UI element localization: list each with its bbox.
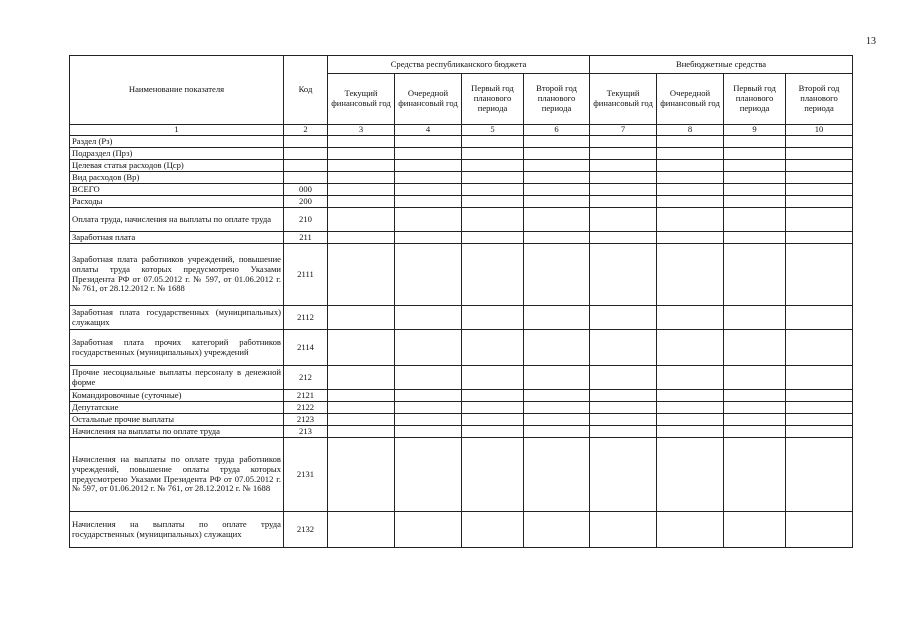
- value-cell: [328, 402, 395, 414]
- indicator-code: [284, 136, 328, 148]
- column-number: 6: [524, 125, 590, 136]
- value-cell: [786, 232, 853, 244]
- value-cell: [524, 390, 590, 402]
- value-cell: [524, 244, 590, 306]
- value-cell: [724, 136, 786, 148]
- indicator-code: 2122: [284, 402, 328, 414]
- indicator-name: Подраздел (Прз): [70, 148, 284, 160]
- value-cell: [524, 438, 590, 512]
- indicator-name: Начисления на выплаты по оплате труда: [70, 426, 284, 438]
- value-cell: [724, 366, 786, 390]
- value-cell: [657, 330, 724, 366]
- value-cell: [657, 160, 724, 172]
- value-cell: [590, 390, 657, 402]
- indicator-name: Прочие несоциальные выплаты персоналу в денежной форме: [70, 366, 284, 390]
- value-cell: [462, 160, 524, 172]
- value-cell: [786, 414, 853, 426]
- indicator-name: Начисления на выплаты по оплате труда работников учреждений, повышение оплаты труда которых предусмотрено Указами Президента РФ от 07.05.2012 г. № 597, от 01.06.2012 г. № 761, от 28.12.2012 г. № 1688: [70, 438, 284, 512]
- value-cell: [395, 512, 462, 548]
- value-cell: [524, 414, 590, 426]
- table-row: [70, 196, 853, 208]
- value-cell: [462, 196, 524, 208]
- header-extra-plan-year-2: Второй год планового периода: [786, 74, 853, 125]
- indicator-code: 2132: [284, 512, 328, 548]
- value-cell: [328, 330, 395, 366]
- column-number: 10: [786, 125, 853, 136]
- value-cell: [590, 426, 657, 438]
- value-cell: [395, 136, 462, 148]
- table-row: [70, 414, 853, 426]
- value-cell: [462, 426, 524, 438]
- indicator-name: Оплата труда, начисления на выплаты по оплате труда: [70, 208, 284, 232]
- value-cell: [524, 196, 590, 208]
- value-cell: [657, 402, 724, 414]
- value-cell: [395, 330, 462, 366]
- indicator-name: Целевая статья расходов (Цср): [70, 160, 284, 172]
- value-cell: [590, 366, 657, 390]
- value-cell: [524, 208, 590, 232]
- indicator-name: Командировочные (суточные): [70, 390, 284, 402]
- value-cell: [786, 160, 853, 172]
- table-row: [70, 438, 853, 512]
- column-number: 1: [70, 125, 284, 136]
- value-cell: [786, 438, 853, 512]
- value-cell: [462, 366, 524, 390]
- value-cell: [590, 136, 657, 148]
- table-row: [70, 136, 853, 148]
- indicator-name: Расходы: [70, 196, 284, 208]
- value-cell: [524, 366, 590, 390]
- column-number: 4: [395, 125, 462, 136]
- table-row: [70, 366, 853, 390]
- value-cell: [395, 184, 462, 196]
- value-cell: [657, 306, 724, 330]
- indicator-name: Заработная плата: [70, 232, 284, 244]
- value-cell: [328, 160, 395, 172]
- value-cell: [462, 208, 524, 232]
- value-cell: [328, 196, 395, 208]
- value-cell: [524, 172, 590, 184]
- value-cell: [724, 160, 786, 172]
- value-cell: [657, 426, 724, 438]
- table-row: [70, 426, 853, 438]
- value-cell: [462, 438, 524, 512]
- column-number: 7: [590, 125, 657, 136]
- value-cell: [724, 426, 786, 438]
- value-cell: [328, 426, 395, 438]
- value-cell: [462, 172, 524, 184]
- value-cell: [395, 196, 462, 208]
- value-cell: [328, 232, 395, 244]
- value-cell: [657, 136, 724, 148]
- header-group-extrabudgetary: Внебюджетные средства: [590, 56, 853, 74]
- value-cell: [395, 438, 462, 512]
- header-extra-plan-year-1: Первый год планового периода: [724, 74, 786, 125]
- value-cell: [524, 426, 590, 438]
- indicator-name: Заработная плата работников учреждений, повышение оплаты труда которых предусмотрено Указами Президента РФ от 07.05.2012 г. № 597, от 01.06.2012 г. № 761, от 28.12.2012 г. № 1688: [70, 244, 284, 306]
- indicator-code: 200: [284, 196, 328, 208]
- indicator-code: [284, 160, 328, 172]
- value-cell: [724, 414, 786, 426]
- table-row: [70, 402, 853, 414]
- value-cell: [395, 414, 462, 426]
- value-cell: [524, 402, 590, 414]
- header-name: Наименование показателя: [70, 56, 284, 125]
- value-cell: [724, 232, 786, 244]
- value-cell: [328, 244, 395, 306]
- table-row: [70, 244, 853, 306]
- value-cell: [724, 438, 786, 512]
- header-code: Код: [284, 56, 328, 125]
- value-cell: [657, 184, 724, 196]
- value-cell: [462, 148, 524, 160]
- indicator-code: 2121: [284, 390, 328, 402]
- value-cell: [462, 390, 524, 402]
- value-cell: [724, 512, 786, 548]
- value-cell: [724, 208, 786, 232]
- indicator-code: 213: [284, 426, 328, 438]
- indicator-name: Раздел (Рз): [70, 136, 284, 148]
- value-cell: [328, 366, 395, 390]
- indicator-name: ВСЕГО: [70, 184, 284, 196]
- column-number: 3: [328, 125, 395, 136]
- indicator-code: 212: [284, 366, 328, 390]
- value-cell: [590, 330, 657, 366]
- indicator-name: Заработная плата государственных (муниципальных) служащих: [70, 306, 284, 330]
- value-cell: [462, 402, 524, 414]
- value-cell: [590, 184, 657, 196]
- value-cell: [724, 148, 786, 160]
- indicator-code: 2112: [284, 306, 328, 330]
- table-row: [70, 330, 853, 366]
- indicator-code: 2123: [284, 414, 328, 426]
- indicator-name: Заработная плата прочих категорий работников государственных (муниципальных) учреждений: [70, 330, 284, 366]
- value-cell: [590, 172, 657, 184]
- indicator-code: 2111: [284, 244, 328, 306]
- value-cell: [786, 306, 853, 330]
- table-body: [70, 136, 853, 548]
- indicator-code: 210: [284, 208, 328, 232]
- table-row: [70, 232, 853, 244]
- header-republic-plan-year-1: Первый год планового периода: [462, 74, 524, 125]
- value-cell: [786, 366, 853, 390]
- value-cell: [524, 160, 590, 172]
- value-cell: [786, 208, 853, 232]
- table-row: [70, 512, 853, 548]
- value-cell: [462, 512, 524, 548]
- value-cell: [395, 366, 462, 390]
- value-cell: [786, 196, 853, 208]
- value-cell: [657, 438, 724, 512]
- table-row: [70, 390, 853, 402]
- header-republic-current-year: Текущий финансовый год: [328, 74, 395, 125]
- value-cell: [657, 512, 724, 548]
- value-cell: [657, 244, 724, 306]
- value-cell: [724, 244, 786, 306]
- value-cell: [462, 306, 524, 330]
- value-cell: [724, 390, 786, 402]
- value-cell: [590, 438, 657, 512]
- value-cell: [395, 160, 462, 172]
- value-cell: [328, 414, 395, 426]
- value-cell: [462, 244, 524, 306]
- value-cell: [786, 330, 853, 366]
- value-cell: [462, 414, 524, 426]
- value-cell: [524, 148, 590, 160]
- value-cell: [786, 136, 853, 148]
- value-cell: [724, 172, 786, 184]
- table-row: [70, 148, 853, 160]
- value-cell: [328, 306, 395, 330]
- indicator-name: Начисления на выплаты по оплате труда государственных (муниципальных) служащих: [70, 512, 284, 548]
- value-cell: [328, 148, 395, 160]
- value-cell: [657, 414, 724, 426]
- value-cell: [590, 208, 657, 232]
- indicator-code: 211: [284, 232, 328, 244]
- value-cell: [590, 512, 657, 548]
- indicator-code: [284, 148, 328, 160]
- column-number-row: [70, 125, 853, 136]
- value-cell: [395, 390, 462, 402]
- value-cell: [328, 184, 395, 196]
- value-cell: [786, 426, 853, 438]
- value-cell: [786, 512, 853, 548]
- value-cell: [524, 330, 590, 366]
- value-cell: [590, 414, 657, 426]
- value-cell: [786, 390, 853, 402]
- indicator-code: [284, 172, 328, 184]
- table-row: [70, 160, 853, 172]
- header-extra-next-year: Очередной финансовый год: [657, 74, 724, 125]
- value-cell: [724, 402, 786, 414]
- value-cell: [395, 208, 462, 232]
- value-cell: [395, 426, 462, 438]
- value-cell: [590, 148, 657, 160]
- value-cell: [328, 136, 395, 148]
- table-row: [70, 208, 853, 232]
- value-cell: [524, 232, 590, 244]
- value-cell: [590, 160, 657, 172]
- value-cell: [328, 438, 395, 512]
- value-cell: [657, 196, 724, 208]
- value-cell: [524, 184, 590, 196]
- value-cell: [657, 172, 724, 184]
- header-extra-current-year: Текущий финансовый год: [590, 74, 657, 125]
- indicator-name: Депутатские: [70, 402, 284, 414]
- column-number: 5: [462, 125, 524, 136]
- value-cell: [590, 306, 657, 330]
- budget-table: [69, 55, 853, 548]
- value-cell: [657, 208, 724, 232]
- indicator-name: Остальные прочие выплаты: [70, 414, 284, 426]
- value-cell: [328, 390, 395, 402]
- value-cell: [657, 232, 724, 244]
- column-number: 8: [657, 125, 724, 136]
- value-cell: [395, 148, 462, 160]
- value-cell: [524, 512, 590, 548]
- value-cell: [657, 390, 724, 402]
- value-cell: [590, 232, 657, 244]
- value-cell: [328, 512, 395, 548]
- page-number: 13: [866, 36, 876, 47]
- value-cell: [328, 172, 395, 184]
- value-cell: [590, 402, 657, 414]
- column-number: 2: [284, 125, 328, 136]
- value-cell: [395, 306, 462, 330]
- table-row: [70, 306, 853, 330]
- value-cell: [395, 244, 462, 306]
- value-cell: [328, 208, 395, 232]
- value-cell: [786, 184, 853, 196]
- value-cell: [462, 232, 524, 244]
- value-cell: [786, 244, 853, 306]
- value-cell: [786, 148, 853, 160]
- indicator-code: 2114: [284, 330, 328, 366]
- value-cell: [786, 402, 853, 414]
- value-cell: [462, 136, 524, 148]
- value-cell: [524, 306, 590, 330]
- value-cell: [395, 232, 462, 244]
- value-cell: [590, 196, 657, 208]
- value-cell: [657, 366, 724, 390]
- indicator-name: Вид расходов (Вр): [70, 172, 284, 184]
- header-group-republic-budget: Средства республиканского бюджета: [328, 56, 590, 74]
- value-cell: [724, 184, 786, 196]
- value-cell: [395, 402, 462, 414]
- header-republic-plan-year-2: Второй год планового периода: [524, 74, 590, 125]
- column-number: 9: [724, 125, 786, 136]
- header-republic-next-year: Очередной финансовый год: [395, 74, 462, 125]
- value-cell: [657, 148, 724, 160]
- value-cell: [724, 306, 786, 330]
- value-cell: [590, 244, 657, 306]
- indicator-code: 2131: [284, 438, 328, 512]
- value-cell: [724, 330, 786, 366]
- indicator-code: 000: [284, 184, 328, 196]
- value-cell: [524, 136, 590, 148]
- value-cell: [786, 172, 853, 184]
- value-cell: [462, 330, 524, 366]
- table-row: [70, 184, 853, 196]
- value-cell: [724, 196, 786, 208]
- table-row: [70, 172, 853, 184]
- value-cell: [462, 184, 524, 196]
- value-cell: [395, 172, 462, 184]
